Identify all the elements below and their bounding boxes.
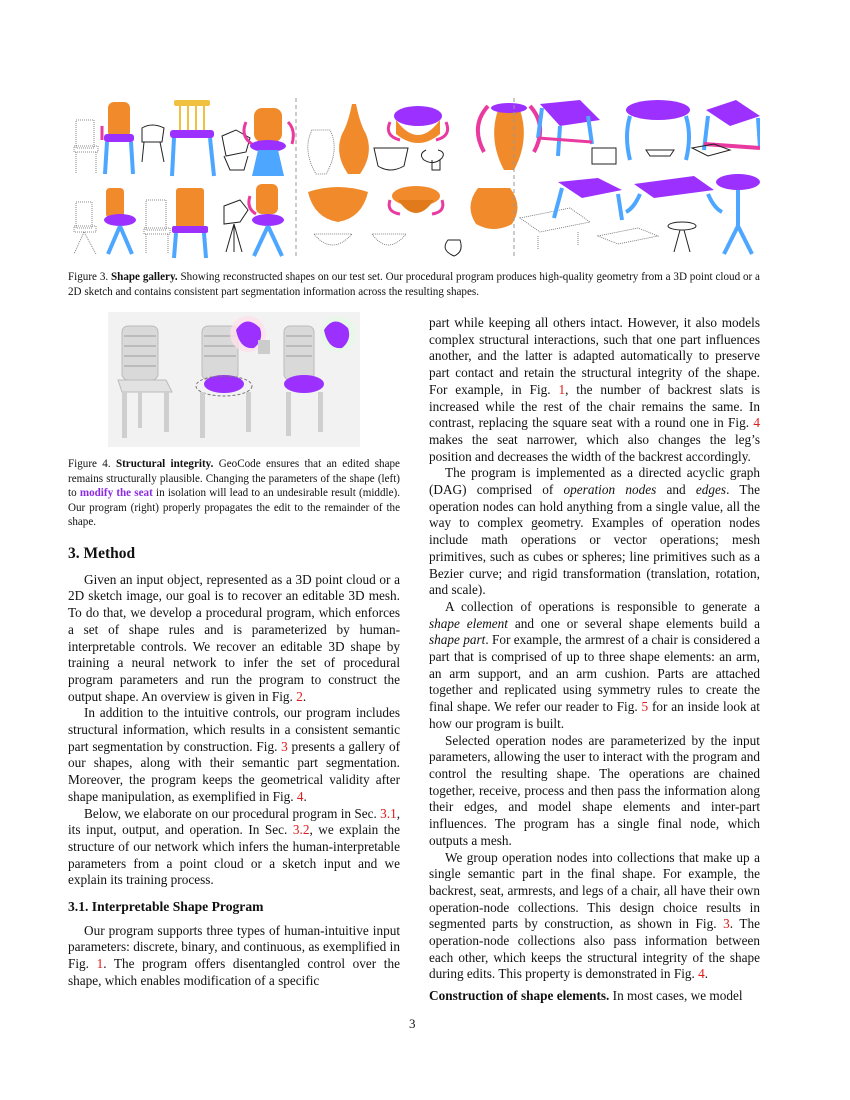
chair-orange-blue-icon <box>102 102 134 174</box>
table-sketch-icon <box>592 144 730 164</box>
vase-pointcloud-icon <box>308 130 334 174</box>
chairs-panel <box>74 100 293 258</box>
chair-swivel-2-icon <box>249 184 284 256</box>
chair-pointcloud-3-icon <box>144 200 170 254</box>
vase-orange-bowl-icon <box>308 187 368 222</box>
section-3-paragraph-1: Given an input object, represented as a 3D point cloud or a 2D sketch image, our goal is to recover an editable 3D mesh. To do that, we develop a procedural program, which enforces a set of shape rules and is parameterized by human-interpretable controls. We recover an editable 3D shape by training a neural network to infer the set of procedural program parameters and run the program to construct the output shape. An overview is given in Fig. 2. <box>68 571 400 704</box>
chair-pointcloud-2-icon <box>74 202 96 254</box>
figure-4-caption-text-2: in isolation will lead to an undesirable result (middle). Our program (right) properly propagates the edit to the remainder of the shape. <box>68 487 400 528</box>
vase-sketch-icon <box>374 148 443 170</box>
table-purple-icon <box>554 178 622 220</box>
vase-lid-icon <box>388 106 447 143</box>
table-rail-icon <box>704 100 760 150</box>
figure-3-title: Shape gallery. <box>111 271 178 283</box>
vase-round-icon <box>470 188 517 229</box>
table-long-icon <box>626 176 722 212</box>
right-paragraph-4: Selected operation nodes are parameterized by the input parameters, allowing the user to interact with the program and control the resulting shape. The operations are chained together, receive, process and then pass the information along their edges, and model shape elements and inter-part influences. The program has a single final node, which outputs a mesh. <box>429 732 760 848</box>
page-number: 3 <box>409 1016 416 1031</box>
right-paragraph-1: part while keeping all others intact. However, it also models complex structural interactions, such that one part influences another, and the latter is adapted automatically to preserve part contact and retain the structural integrity of the shape. For example, in Fig. 1, the number of backrest slats is increased while the rest of the chair remains the same. In contrast, replacing the square seat with a round one in Fig. 4 makes the seat narrower, which also changes the leg’s position and decreases the width of the backrest accordingly. <box>429 315 760 464</box>
right-paragraph-5: We group operation nodes into collections that make up a single semantic part in the final shape. For example, the backrest, seat, armrests, and legs of a chair, all have their own operation-node collections. This design choice results in segmented parts by construction, as shown in Fig. 3. The operation-node collections also pass information between each other, which keeps the structural integrity of the shape during edits. This property is demonstrated in Fig. 4. <box>429 849 760 982</box>
figure-4-highlight: modify the seat <box>79 487 153 499</box>
figure-4-title: Structural integrity. <box>115 458 214 470</box>
table-pointcloud-icon <box>520 208 658 250</box>
chair-sketch-3-icon <box>224 200 248 252</box>
figure-4-label: Figure 4. <box>68 458 111 470</box>
chair-slats-icon <box>170 100 214 176</box>
fig-5-link[interactable]: 5 <box>641 699 649 715</box>
fig-3-link-2[interactable]: 3 <box>723 916 730 932</box>
right-paragraph-3: A collection of operations is responsible to generate a shape element and one or several shape elements build a shape part. For example, the armrest of a chair is considered a part that is comprised of up to three shape elements: an arm, an arm support, and an arm cushion. Parts are attached together and replicated using symmetry rules to create the final shape. We refer our reader to Fig. 5 for an inside look at how our program is built. <box>429 598 761 731</box>
sec-3-2-link[interactable]: 3.2 <box>292 822 310 838</box>
right-paragraph-6: Construction of shape elements. In most cases, we model <box>429 988 743 1004</box>
table-oval-icon <box>626 100 690 160</box>
fig-1-link-2[interactable]: 1 <box>558 381 566 397</box>
fig-3-link[interactable]: 3 <box>281 738 288 754</box>
section-3-1-heading: 3.1. Interpretable Shape Program <box>68 899 264 915</box>
vase-tall-icon <box>339 104 369 174</box>
tables-panel <box>520 100 760 254</box>
fig-2-link[interactable]: 2 <box>296 688 303 704</box>
figure-3-label: Figure 3. <box>68 271 109 283</box>
table-sketch-2-icon <box>668 222 696 252</box>
sec-3-1-link[interactable]: 3.1 <box>380 805 397 821</box>
figure-3-caption-text: Showing reconstructed shapes on our test set. Our procedural program produces high-quality geometry from a 3D point cloud or a 2D sketch and contains consistent part segmentation information across the resulting shapes. <box>68 271 760 298</box>
shape-gallery-figure <box>68 96 760 261</box>
figure-4-caption-text-1: GeoCode ensures that an edited shape remains structurally plausible. Changing the parameters of the shape (left) to <box>68 458 400 499</box>
chair-swivel-icon <box>244 108 293 176</box>
chair-sketch-icon <box>142 125 164 162</box>
vases-panel <box>308 103 540 256</box>
vase-footed-icon <box>389 186 443 214</box>
vase-wire-icon <box>314 234 406 245</box>
right-column <box>429 315 760 1005</box>
chair-slats-2-icon <box>172 188 208 258</box>
chair-office-icon <box>104 188 136 254</box>
table-pedestal-icon <box>716 174 760 254</box>
table-rect-icon <box>538 100 600 156</box>
chair-pointcloud-icon <box>74 120 98 174</box>
figure-4-caption <box>68 457 400 530</box>
section-3-heading: 3. Method <box>68 545 136 562</box>
right-paragraph-2: The program is implemented as a directed acyclic graph (DAG) comprised of operation nodes and edges. The operation nodes can hold anything from a single value, all the way to complex geometry. Examples of operation nodes include math operations or vector operations; mesh primitives, such as cubes or spheres; line primitives such as a Bezier curve; and rigid transformation (translation, rotation, and scale). <box>429 465 761 598</box>
fig-1-link[interactable]: 1 <box>96 956 104 972</box>
fig-4-link-3[interactable]: 4 <box>698 966 705 982</box>
fig-4-link[interactable]: 4 <box>296 788 304 804</box>
vase-sketch-2-icon <box>445 240 461 256</box>
left-column <box>68 546 400 990</box>
fig-4-link-2[interactable]: 4 <box>753 415 760 431</box>
section-3-paragraph-2: In addition to the intuitive controls, our program includes structural information, which results in a consistent semantic part segmentation by construction. Fig. 3 presents a gallery of our shapes, along with their semantic part segmentation. Moreover, the program keeps the geometrical validity after shape manipulation, as exemplified in Fig. 4. <box>68 705 400 804</box>
figure-3-caption <box>68 270 760 299</box>
vase-handles-icon <box>478 103 540 170</box>
structural-integrity-figure <box>108 312 360 447</box>
section-3-paragraph-3: Below, we elaborate on our procedural program in Sec. 3.1, its input, output, and operation. In Sec. 3.2, we explain the structure of our network which infers the human-interpretable parameters from a point cloud or a sketch input and we explain its training process. <box>68 805 400 888</box>
section-3-1-paragraph-1: Our program supports three types of human-intuitive input parameters: discrete, binary, and continuous, as exemplified in Fig. 1. The program offers disentangled control over the shape, which enables modification of a specific <box>68 922 400 988</box>
construction-heading: Construction of shape elements. <box>429 988 610 1004</box>
